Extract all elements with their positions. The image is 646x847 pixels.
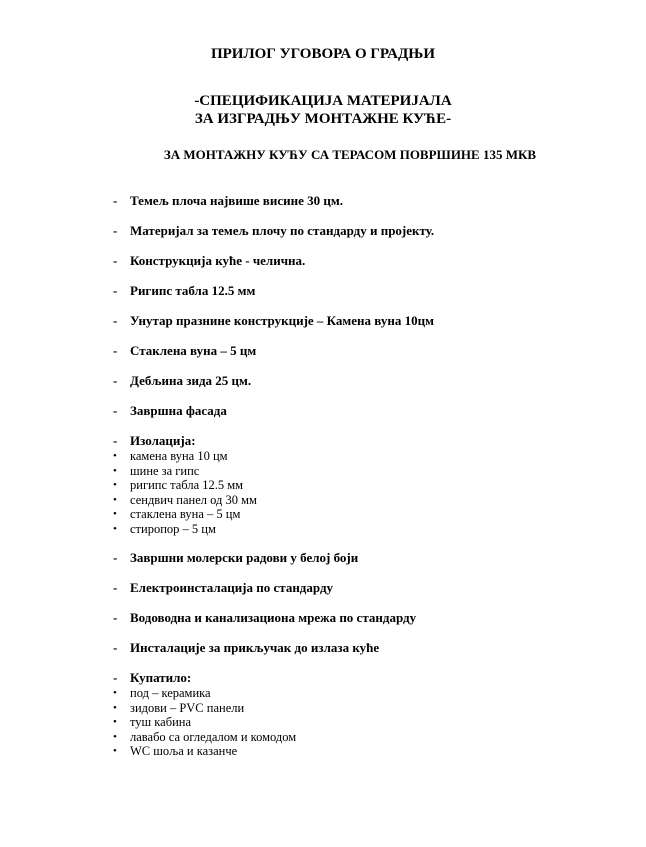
dash-marker: -: [113, 550, 118, 565]
dash-marker: -: [113, 373, 118, 388]
sub-item-text: сендвич панел од 30 мм: [130, 492, 257, 507]
document-subtitle-line2: ЗА ИЗГРАДЊУ МОНТАЖНЕ КУЋЕ-: [194, 111, 452, 127]
list-item-text: Материјал за темељ плочу по стандарду и пројекту.: [130, 223, 435, 238]
list-item: [113, 449, 576, 464]
list-item: [113, 434, 576, 448]
document-heading: ЗА МОНТАЖНУ КУЋУ СА ТЕРАСОМ ПОВРШИНЕ 135 МКВ: [163, 147, 537, 162]
list-item: [113, 493, 576, 508]
dash-marker: -: [113, 580, 118, 595]
list-item: [113, 730, 576, 745]
list-item-text: Електроинсталација по стандарду: [130, 580, 334, 595]
bullet-marker: •: [113, 450, 117, 462]
list-item: [113, 641, 576, 655]
list-item: [113, 611, 576, 625]
list-item: [113, 404, 576, 418]
spec-list: [0, 194, 646, 759]
list-item-text: Изолација:: [130, 433, 196, 448]
document-subtitle: [0, 92, 646, 128]
sub-list: [113, 449, 576, 536]
list-item: [113, 224, 576, 238]
list-item-text: Ригипс табла 12.5 мм: [130, 283, 256, 298]
list-item: [113, 671, 576, 685]
list-item-text: Инсталације за прикључак до излаза куће: [130, 640, 380, 655]
list-item: [113, 522, 576, 537]
bullet-marker: •: [113, 522, 117, 535]
dash-marker: -: [113, 433, 118, 448]
bullet-marker: •: [113, 701, 117, 714]
bullet-marker: •: [113, 745, 117, 757]
list-item-text: Завршна фасада: [130, 403, 227, 418]
bullet-marker: •: [113, 716, 117, 728]
dash-marker: -: [113, 253, 118, 268]
list-item-text: Стаклена вуна – 5 цм: [130, 343, 257, 358]
sub-item-text: WC шоља и казанче: [130, 744, 238, 758]
bullet-marker: •: [113, 730, 117, 743]
dash-marker: -: [113, 403, 118, 418]
dash-marker: -: [113, 640, 118, 655]
sub-list: [113, 686, 576, 759]
list-item: [113, 478, 576, 493]
sub-item-text: ригипс табла 12.5 мм: [130, 478, 244, 492]
list-item: [113, 686, 576, 701]
list-item: [113, 507, 576, 522]
sub-item-text: стиропор – 5 цм: [130, 521, 216, 536]
sub-item-text: стаклена вуна – 5 цм: [130, 507, 241, 521]
sub-item-text: под – керамика: [130, 686, 211, 700]
sub-item-text: шине за гипс: [130, 463, 200, 478]
sub-item-text: туш кабина: [130, 715, 192, 729]
dash-marker: -: [113, 223, 118, 238]
list-item: [113, 701, 576, 716]
list-item-text: Купатило:: [130, 670, 192, 685]
list-item-text: Завршни молерски радови у белој боји: [130, 550, 359, 565]
dash-marker: -: [113, 343, 118, 358]
list-item: [113, 715, 576, 730]
dash-marker: -: [113, 610, 118, 625]
bullet-marker: •: [113, 493, 117, 506]
list-item-text: Водоводна и канализациона мрежа по стандарду: [130, 610, 417, 625]
dash-marker: -: [113, 670, 118, 685]
list-item: [113, 744, 576, 759]
list-item: [113, 254, 576, 268]
sub-item-text: лавабо са огледалом и комодом: [130, 729, 297, 744]
bullet-marker: •: [113, 479, 117, 491]
document-subtitle-line1: -СПЕЦИФИКАЦИЈА МАТЕРИЈАЛА: [194, 93, 452, 109]
list-item: [113, 284, 576, 298]
list-item: [113, 314, 576, 328]
document-title: ПРИЛОГ УГОВОРА О ГРАДЊИ: [210, 46, 436, 62]
list-item-text: Дебљина зида 25 цм.: [130, 373, 252, 388]
dash-marker: -: [113, 313, 118, 328]
dash-marker: -: [113, 193, 118, 208]
list-item: [113, 374, 576, 388]
list-item-text: Темељ плоча највише висине 30 цм.: [130, 193, 343, 208]
bullet-marker: •: [113, 508, 117, 520]
list-item: [113, 581, 576, 595]
list-item-text: Конструкција куће - челична.: [130, 253, 306, 268]
list-item: [113, 344, 576, 358]
sub-item-text: зидови – PVC панели: [130, 700, 245, 715]
sub-item-text: камена вуна 10 цм: [130, 449, 228, 463]
bullet-marker: •: [113, 464, 117, 477]
list-item: [113, 551, 576, 565]
bullet-marker: •: [113, 687, 117, 699]
list-item-text: Унутар празнине конструкције – Камена вуна 10цм: [130, 313, 434, 328]
dash-marker: -: [113, 283, 118, 298]
list-item: [113, 464, 576, 479]
list-item: [113, 194, 576, 208]
